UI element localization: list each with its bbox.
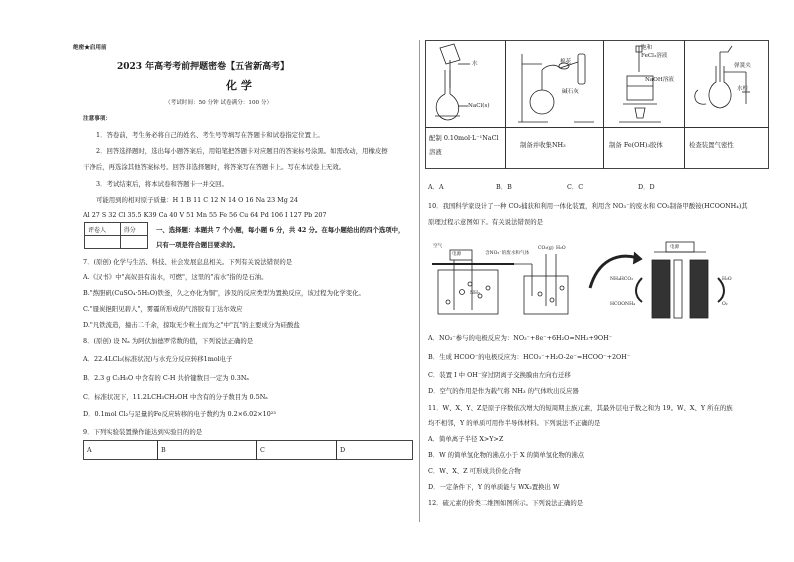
apparatus-b-cotton-label: 棉花 — [560, 59, 572, 65]
apparatus-table-col-divider — [603, 40, 604, 169]
electrolysis-diagram — [428, 236, 768, 322]
score-table-cell — [120, 236, 147, 249]
q9-table-divider — [256, 440, 257, 460]
q7-stem: 7．(原创) 化学与生活、科技、社会发展息息相关。下列有关说法错误的是 — [83, 258, 293, 266]
apparatus-b-lime-label: 碱石灰 — [562, 89, 579, 95]
q9-option-label: A — [87, 446, 92, 454]
q10-option-b: B．生成 HCOO⁻的电极反应为：HCO₃⁻+H₂O-2e⁻=HCOO⁻+2OH⁻ — [428, 353, 631, 361]
notice-item: 2．回答选择题时，选出每小题答案后，用铅笔把答题卡对应题目的答案标号涂黑。如需改动，用橡皮擦 — [96, 147, 388, 155]
q11-stem-cont: 均不相邻，Y 的单质可用作半导体材料。下列说法不正确的是 — [428, 419, 601, 427]
notice-item: 3．考试结束后，将本试卷和答题卡一并交回。 — [96, 180, 228, 188]
section1-heading: 一、选择题：本题共 7 个小题，每小题 6 分，共 42 分。在每小题给出的四个选项中， — [156, 226, 405, 234]
q8-option-d: D．0.1mol Cl₂与足量的Fe反应转移的电子数约为 0.2×6.02×10²³ — [83, 410, 276, 418]
q9-answer-a: A．A — [428, 183, 444, 191]
notice-heading: 注意事项： — [83, 116, 111, 122]
apparatus-a-water-label: 水 — [472, 61, 478, 67]
section1-heading-cont: 只有一项是符合题目要求的。 — [156, 241, 240, 249]
subject-title: 化 学 — [226, 79, 252, 92]
q9-caption-c: 制备 Fe(OH)₃胶体 — [609, 141, 663, 149]
apparatus-table-col-divider — [684, 40, 685, 169]
q10-option-d: D．空气的作用是作为载气将 NH₃ 的气体吹出反应器 — [428, 387, 579, 395]
q9-caption-a: 配制 0.10mol·L⁻¹NaCl — [429, 134, 499, 142]
ammonia-apparatus-illustration — [508, 42, 602, 126]
diagram-label-no3: 含NO₃⁻的废水和气体 — [485, 251, 530, 256]
exam-title: 2023 年高考考前押题密卷【五省新高考】 — [117, 62, 290, 72]
apparatus-table-col-divider — [505, 40, 506, 169]
q11-option-b: B．W 的简单氢化物的沸点小于 X 的简单氢化物的沸点 — [428, 451, 585, 459]
q7-option-d: D."凡铁流造，撞击二千余，掠取无少粒土而为之"中"瓦"的主要成分为硅酸盐 — [83, 321, 300, 329]
diagram-label-hcoonh4: HCOONH₄ — [610, 302, 635, 307]
q12-stem: 12．硫元素的价类二维图如图所示。下列说法正确的是 — [428, 499, 584, 507]
notice-item: 1．答卷前，考生务必将自己的姓名、考生号等填写在答题卡和试卷指定位置上。 — [96, 131, 324, 139]
diagram-label-nh4hco3: NH₄HCO₃ — [610, 277, 633, 282]
diagram-label-h2o: H₂O — [722, 277, 732, 282]
apparatus-d-clip-label: 弹簧夹 — [734, 63, 751, 69]
exam-info: （考试时间：50 分钟 试卷满分：100 分） — [165, 100, 273, 106]
q7-option-a: A.《汉书》中"高奴县有洧水，可燃"，这里的"洧水"指的是石油。 — [83, 273, 268, 281]
q9-caption-a-cont: 溶液 — [429, 148, 442, 156]
q7-option-c: C."蜃炭挹阳见碧人"，雾霾所形成的气溶胶有丁达尔效应 — [83, 305, 243, 313]
apparatus-c-fecl3-label: FeCl₃溶液 — [641, 53, 668, 59]
diagram-label-co2: CO₂(g) — [538, 246, 554, 251]
score-table — [84, 222, 148, 249]
q11-option-d: D．一定条件下，Y 的单质能与 WX₂置换出 W — [428, 483, 560, 491]
q8-option-c: C．标准状况下，11.2LCH₃CH₂OH 中含有的分子数目为 0.5Nₐ — [83, 393, 268, 401]
atomic-mass-line2: Al 27 S 32 Cl 35.5 K39 Ca 40 V 51 Mn 55 Fe 56 Cu 64 Pd 106 I 127 Pb 207 — [83, 211, 327, 219]
score-table-cell — [85, 236, 121, 249]
q11-option-a: A．简单离子半径 X>Y>Z — [428, 435, 504, 443]
volumetric-flask-illustration — [428, 42, 502, 126]
q9-answer-c: C．C — [567, 183, 584, 191]
q9-caption-d: 检查装置气密性 — [689, 141, 734, 149]
diagram-label-power: 电源 — [452, 252, 462, 257]
q10-stem-cont: 原理过程示意图如下。有关说法错误的是 — [428, 218, 544, 226]
column-divider — [419, 40, 420, 522]
score-table-header-grader: 评卷人 — [85, 223, 121, 236]
q7-option-b: B."熬胆矾(CuSO₄·5H₂O)铁釜，久之亦化为铜"，涉及的反应类型为置换反应，该过程为化学变化。 — [83, 289, 365, 297]
atomic-mass-line1: 可能用到的相对原子质量：H 1 B 11 C 12 N 14 O 16 Na 23 Mg 24 — [96, 196, 298, 204]
q9-stem: 9．下列实验装置操作能达到实验目的的是 — [83, 428, 203, 436]
notice-item: 干净后，再选涂其他答案标号。回答非选择题时，将答案写在答题卡上。写在本试卷上无效。 — [83, 163, 346, 171]
diagram-label-power2: 电源 — [670, 245, 680, 250]
q9-option-table — [83, 440, 413, 460]
q9-table-divider — [336, 440, 337, 460]
diagram-label-o2: O₂ — [722, 302, 728, 307]
q9-caption-b: 制备并收集NH₃ — [520, 141, 566, 149]
diagram-label-air: 空气 — [433, 244, 443, 249]
q8-option-b: B．2.3 g C₂H₅O 中含有的 C-H 共价键数目一定为 0.3Nₐ — [83, 374, 249, 382]
q9-option-label: C — [260, 446, 265, 454]
q8-option-a: A．22.4LCl₂(标准状况)与水充分反应转移1mol电子 — [83, 355, 233, 363]
score-table-header-score: 得分 — [120, 223, 147, 236]
q9-table-divider — [157, 440, 158, 460]
q11-option-c: C．W、X、Z 可形成共价化合物 — [428, 467, 521, 475]
q10-option-a: A．NO₃⁻参与的电极反应为：NO₃⁻+8e⁻+6H₂O=NH₃+9OH⁻ — [428, 334, 613, 342]
q9-answer-b: B．B — [496, 183, 512, 191]
apparatus-c-fecl3-label: 饱和 — [641, 45, 653, 51]
airtightness-apparatus-illustration — [688, 42, 766, 126]
q8-stem: 8．(原创) 设 Nₐ 为阿伏加德罗常数的值，下列说法正确的是 — [83, 337, 254, 345]
q11-stem: 11．W、X、Y、Z是原子序数依次增大的短周期主族元素，其最外层电子数之和为 19。W、X、Y 所在的族 — [428, 404, 733, 412]
q10-option-c: C．装置 I 中 OH⁻穿过阴离子交换膜由左向右迁移 — [428, 371, 571, 379]
q9-answer-d: D．D — [638, 183, 655, 191]
apparatus-a-nacl-label: NaCl(s) — [468, 103, 490, 109]
diagram-label-nh3: NH₃ — [470, 291, 480, 296]
diagram-label-h2o-in: H₂O — [556, 246, 566, 251]
apparatus-c-naoh-label: NaOH溶液 — [645, 77, 674, 83]
q9-option-label: D — [340, 446, 346, 454]
q9-option-label: B — [161, 446, 166, 454]
apparatus-d-water-label: 水柱 — [737, 86, 749, 92]
secret-mark: 绝密★启用前 — [73, 45, 107, 51]
q10-stem: 10．我国科学家设计了一种 CO₂捕获和利用一体化装置，利用含 NO₃⁻的废水和 CO₂制备甲酸铵(HCOONH₄)其 — [428, 202, 748, 210]
apparatus-table-row-divider — [425, 127, 769, 128]
